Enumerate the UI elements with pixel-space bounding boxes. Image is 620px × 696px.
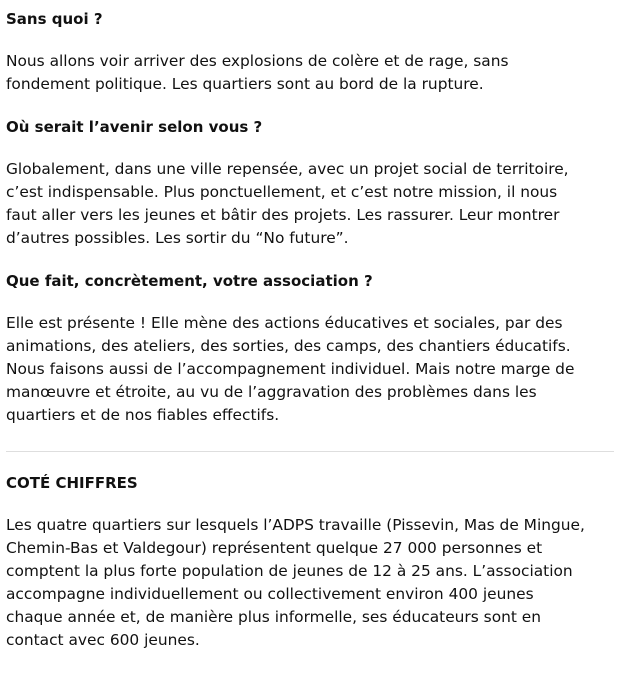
- question-heading: Sans quoi ?: [6, 10, 103, 28]
- figures-line: comptent la plus forte population de jeunes de 12 à 25 ans. L’association: [6, 562, 573, 580]
- answer-line: faut aller vers les jeunes et bâtir des projets. Les rassurer. Leur montrer: [6, 206, 560, 224]
- answer-line: manœuvre et étroite, au vu de l’aggravation des problèmes dans les: [6, 383, 537, 401]
- answer-paragraph: [6, 158, 616, 250]
- figures-line: Les quatre quartiers sur lesquels l’ADPS travaille (Pissevin, Mas de Mingue,: [6, 516, 585, 534]
- figures-line: chaque année et, de manière plus informelle, ses éducateurs sont en: [6, 608, 542, 626]
- answer-line: animations, des ateliers, des sorties, des camps, des chantiers éducatifs.: [6, 337, 571, 355]
- answer-line: c’est indispensable. Plus ponctuellement, et c’est notre mission, il nous: [6, 183, 558, 201]
- answer-paragraph: [6, 50, 616, 96]
- answer-paragraph: [6, 312, 616, 427]
- figures-line: Chemin-Bas et Valdegour) représentent quelque 27 000 personnes et: [6, 539, 543, 557]
- answer-line: Nous faisons aussi de l’accompagnement individuel. Mais notre marge de: [6, 360, 575, 378]
- answer-line: fondement politique. Les quartiers sont au bord de la rupture.: [6, 75, 484, 93]
- answer-line: Nous allons voir arriver des explosions de colère et de rage, sans: [6, 52, 509, 70]
- question-heading: Où serait l’avenir selon vous ?: [6, 118, 263, 136]
- figures-line: accompagne individuellement ou collectivement environ 400 jeunes: [6, 585, 534, 603]
- question-heading: Que fait, concrètement, votre association ?: [6, 272, 373, 290]
- figures-paragraph: [6, 514, 616, 652]
- answer-line: Elle est présente ! Elle mène des actions éducatives et sociales, par des: [6, 314, 563, 332]
- answer-line: quartiers et de nos fiables effectifs.: [6, 406, 280, 424]
- answer-line: d’autres possibles. Les sortir du “No future”.: [6, 229, 349, 247]
- interview-article: [6, 0, 616, 652]
- answer-line: Globalement, dans une ville repensée, avec un projet social de territoire,: [6, 160, 569, 178]
- figures-line: contact avec 600 jeunes.: [6, 631, 200, 649]
- figures-heading: COTÉ CHIFFRES: [6, 474, 138, 492]
